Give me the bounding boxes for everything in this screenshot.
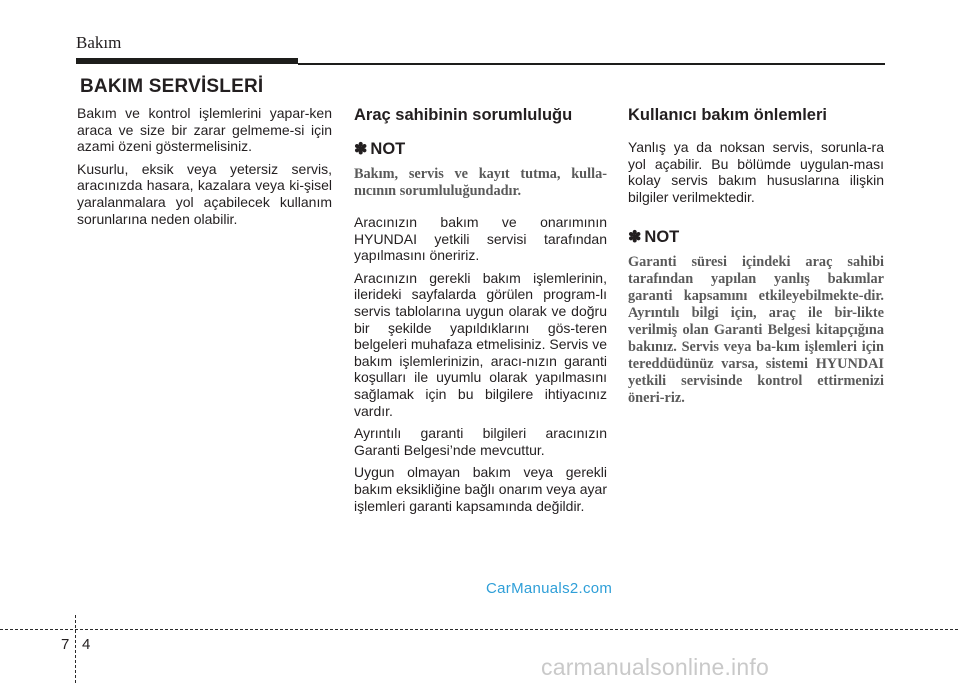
paragraph: Aracınızın bakım ve onarımının HYUNDAI yetkili servisi tarafından yapılmasını öneririz.	[354, 214, 607, 264]
header-rule-thick	[76, 58, 298, 64]
column-middle	[354, 105, 607, 520]
header-rule-thin	[298, 63, 885, 65]
footer-divider	[0, 629, 960, 630]
asterisk-icon: ✽	[628, 229, 642, 247]
paragraph: Kusurlu, eksik veya yetersiz servis, aracınızda hasara, kazalara veya ki-şisel yaralanmalara yol açabilecek kullanım sorunlarına neden olabilir.	[77, 160, 332, 227]
section-title: BAKIM SERVİSLERİ	[80, 76, 264, 97]
site-watermark: carmanualsonline.info	[541, 654, 769, 680]
paragraph: Aracınızın gerekli bakım işlemlerinin, ilerideki sayfalarda görülen program-lı servis tablolarına uygun olarak ve doğru bir şekilde yapıldıklarını gös-teren belgeleri muhafaza etmelisiniz. Servis ve bakım işlemlerinizin, aracı-nızın garanti koşulları ile uyumlu olarak yapılmasını sağlamak için bu bilgilere ihtiyacınız vardır.	[354, 269, 607, 419]
paragraph: Yanlış ya da noksan servis, sorunla-ra yol açabilir. Bu bölümde uygulan-ması kolay servis bakım hususlarına ilişkin bilgiler verilmektedir.	[628, 139, 884, 205]
note-heading	[628, 227, 884, 248]
paragraph: Bakım ve kontrol işlemlerini yapar-ken araca ve size bir zarar gelmeme-si için azami özeni göstermelisiniz.	[77, 105, 332, 155]
owner-responsibility-heading: Araç sahibinin sorumluluğu	[354, 106, 573, 124]
user-maintenance-heading: Kullanıcı bakım önlemleri	[628, 106, 827, 124]
asterisk-icon: ✽	[354, 141, 368, 158]
note-text: Garanti süresi içindeki araç sahibi tarafından yapılan yanlış bakımlar garanti kapsamını etkileyebilmekte-dir. Ayrıntılı bilgi için, araç ile bir-likte verilmiş olan Garanti Belgesi kitapçığına bakınız. Servis veya ba-kım işlemleri için tereddüdünüz varsa, sistemi HYUNDAI yetkili servisinde kontrol ettirmenizi öneri-riz.	[628, 254, 884, 407]
note-label: NOT	[370, 140, 406, 158]
column-left	[77, 105, 332, 233]
header-title: Bakım	[76, 33, 122, 52]
column-right	[628, 105, 884, 421]
note-label: NOT	[644, 228, 680, 247]
paragraph: Ayrıntılı garanti bilgileri aracınızın Garanti Belgesi’nde mevcuttur.	[354, 425, 607, 458]
page-number: 4	[82, 636, 91, 653]
paragraph: Uygun olmayan bakım veya gerekli bakım eksikliğine bağlı onarım veya ayar işlemleri garanti kapsamında değildir.	[354, 464, 607, 514]
page-chapter: 7	[61, 636, 70, 653]
note-text: Bakım, servis ve kayıt tutma, kulla-nıcının sorumluluğundadır.	[354, 166, 607, 199]
footer-vertical-divider	[75, 615, 76, 685]
watermark-logo[interactable]: CarManuals2.com	[486, 580, 613, 597]
note-heading	[354, 139, 607, 160]
